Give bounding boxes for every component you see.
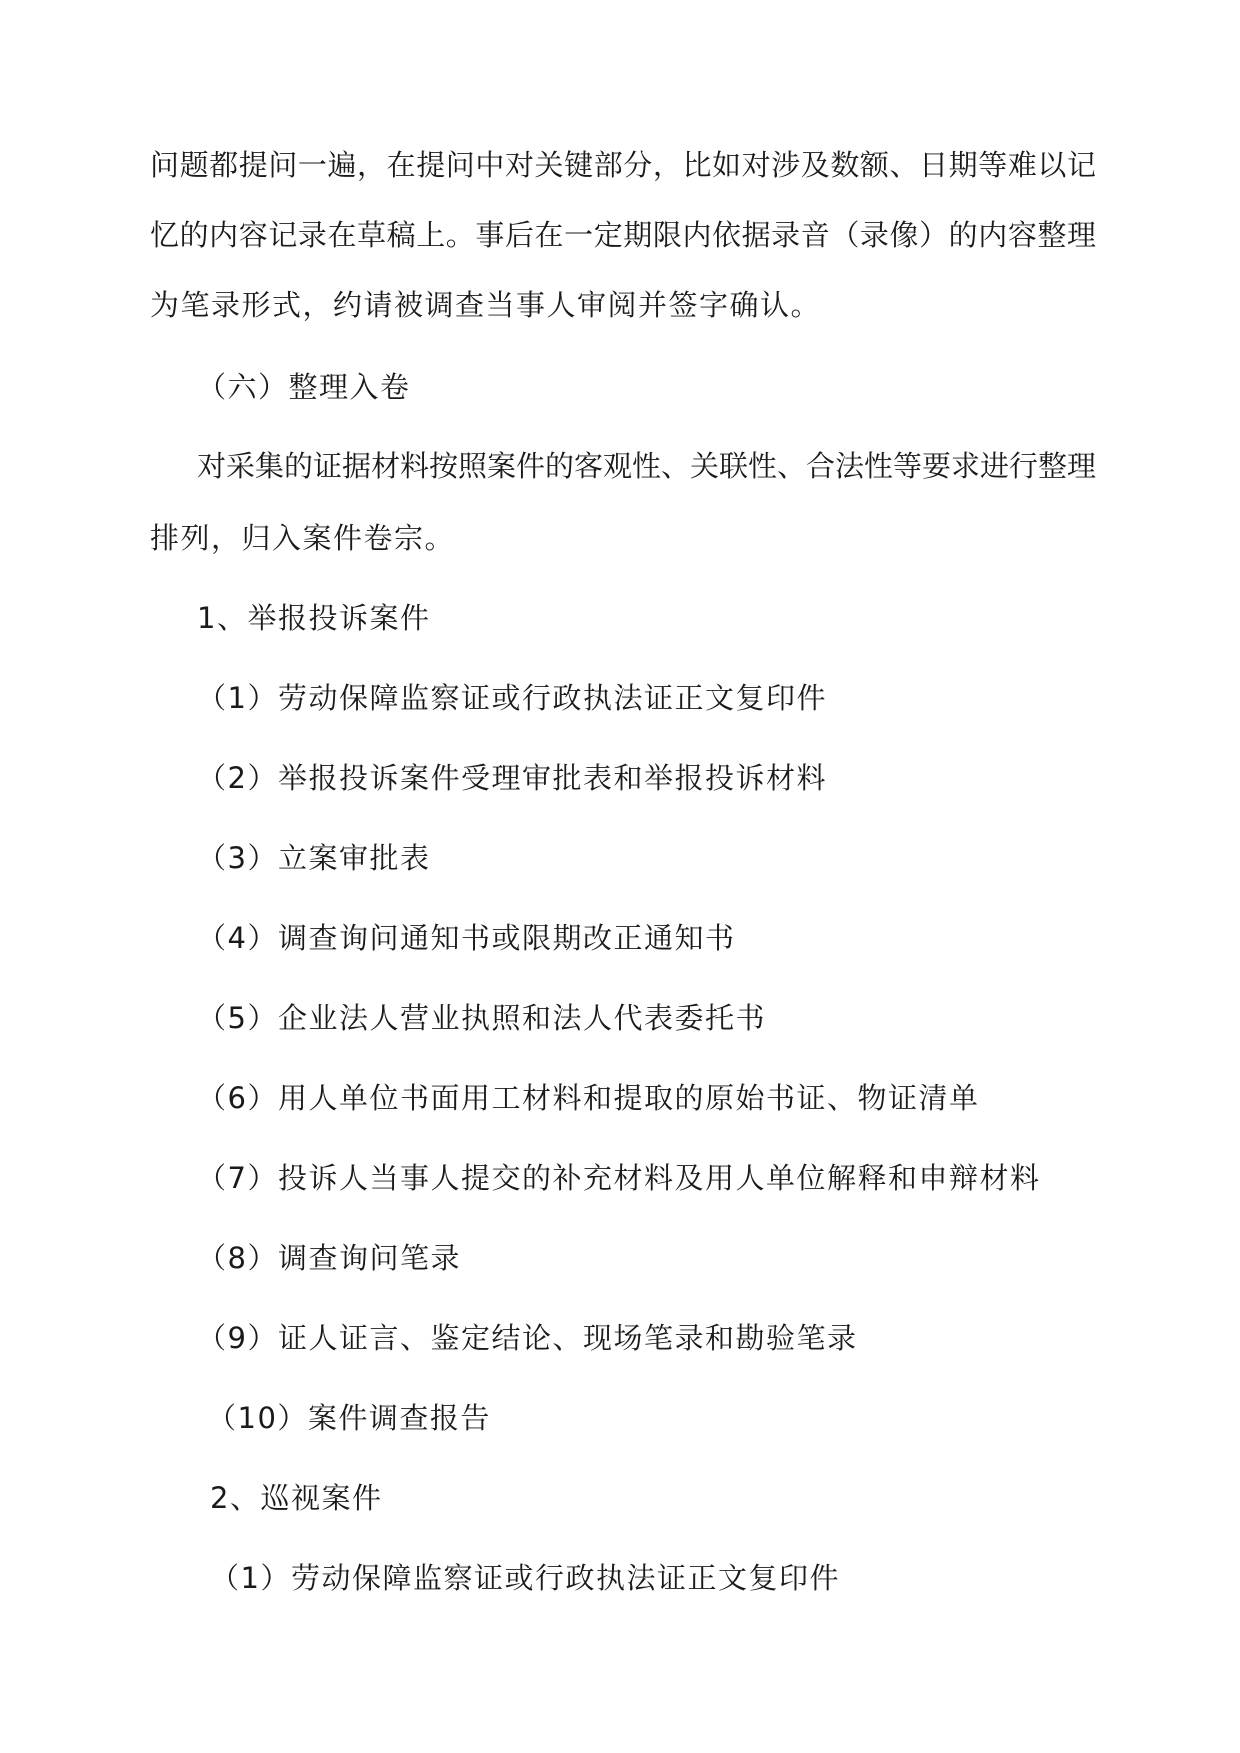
- paragraph-2-line-1: 对采集的证据材料按照案件的客观性、关联性、合法性等要求进行整理: [197, 449, 1097, 483]
- list-1-item: （3）立案审批表: [197, 841, 431, 875]
- paragraph-1-line-1: 问题都提问一遍，在提问中对关键部分，比如对涉及数额、日期等难以记: [150, 148, 1096, 182]
- list-1-item: （4）调查询问通知书或限期改正通知书: [197, 921, 736, 955]
- list-2-heading: 2、巡视案件: [210, 1481, 383, 1515]
- list-1-item: （8）调查询问笔录: [197, 1241, 461, 1275]
- list-1-item: （2）举报投诉案件受理审批表和举报投诉材料: [197, 761, 827, 795]
- paragraph-2-line-2: 排列，归入案件卷宗。: [150, 521, 456, 555]
- list-1-heading: 1、举报投诉案件: [197, 601, 431, 635]
- list-1-item: （9）证人证言、鉴定结论、现场笔录和勘验笔录: [197, 1321, 858, 1355]
- list-1-item: （5）企业法人营业执照和法人代表委托书: [197, 1001, 766, 1035]
- list-1-item: （10）案件调查报告: [207, 1401, 491, 1435]
- paragraph-1-line-3: 为笔录形式，约请被调查当事人审阅并签字确认。: [150, 288, 822, 322]
- section-heading: （六）整理入卷: [197, 370, 411, 404]
- list-1-item: （7）投诉人当事人提交的补充材料及用人单位解释和申辩材料: [197, 1161, 1041, 1195]
- list-1-item: （1）劳动保障监察证或行政执法证正文复印件: [197, 681, 827, 715]
- list-2-item: （1）劳动保障监察证或行政执法证正文复印件: [210, 1561, 840, 1595]
- paragraph-1-line-2: 忆的内容记录在草稿上。事后在一定期限内依据录音（录像）的内容整理: [150, 218, 1096, 252]
- list-1-item: （6）用人单位书面用工材料和提取的原始书证、物证清单: [197, 1081, 980, 1115]
